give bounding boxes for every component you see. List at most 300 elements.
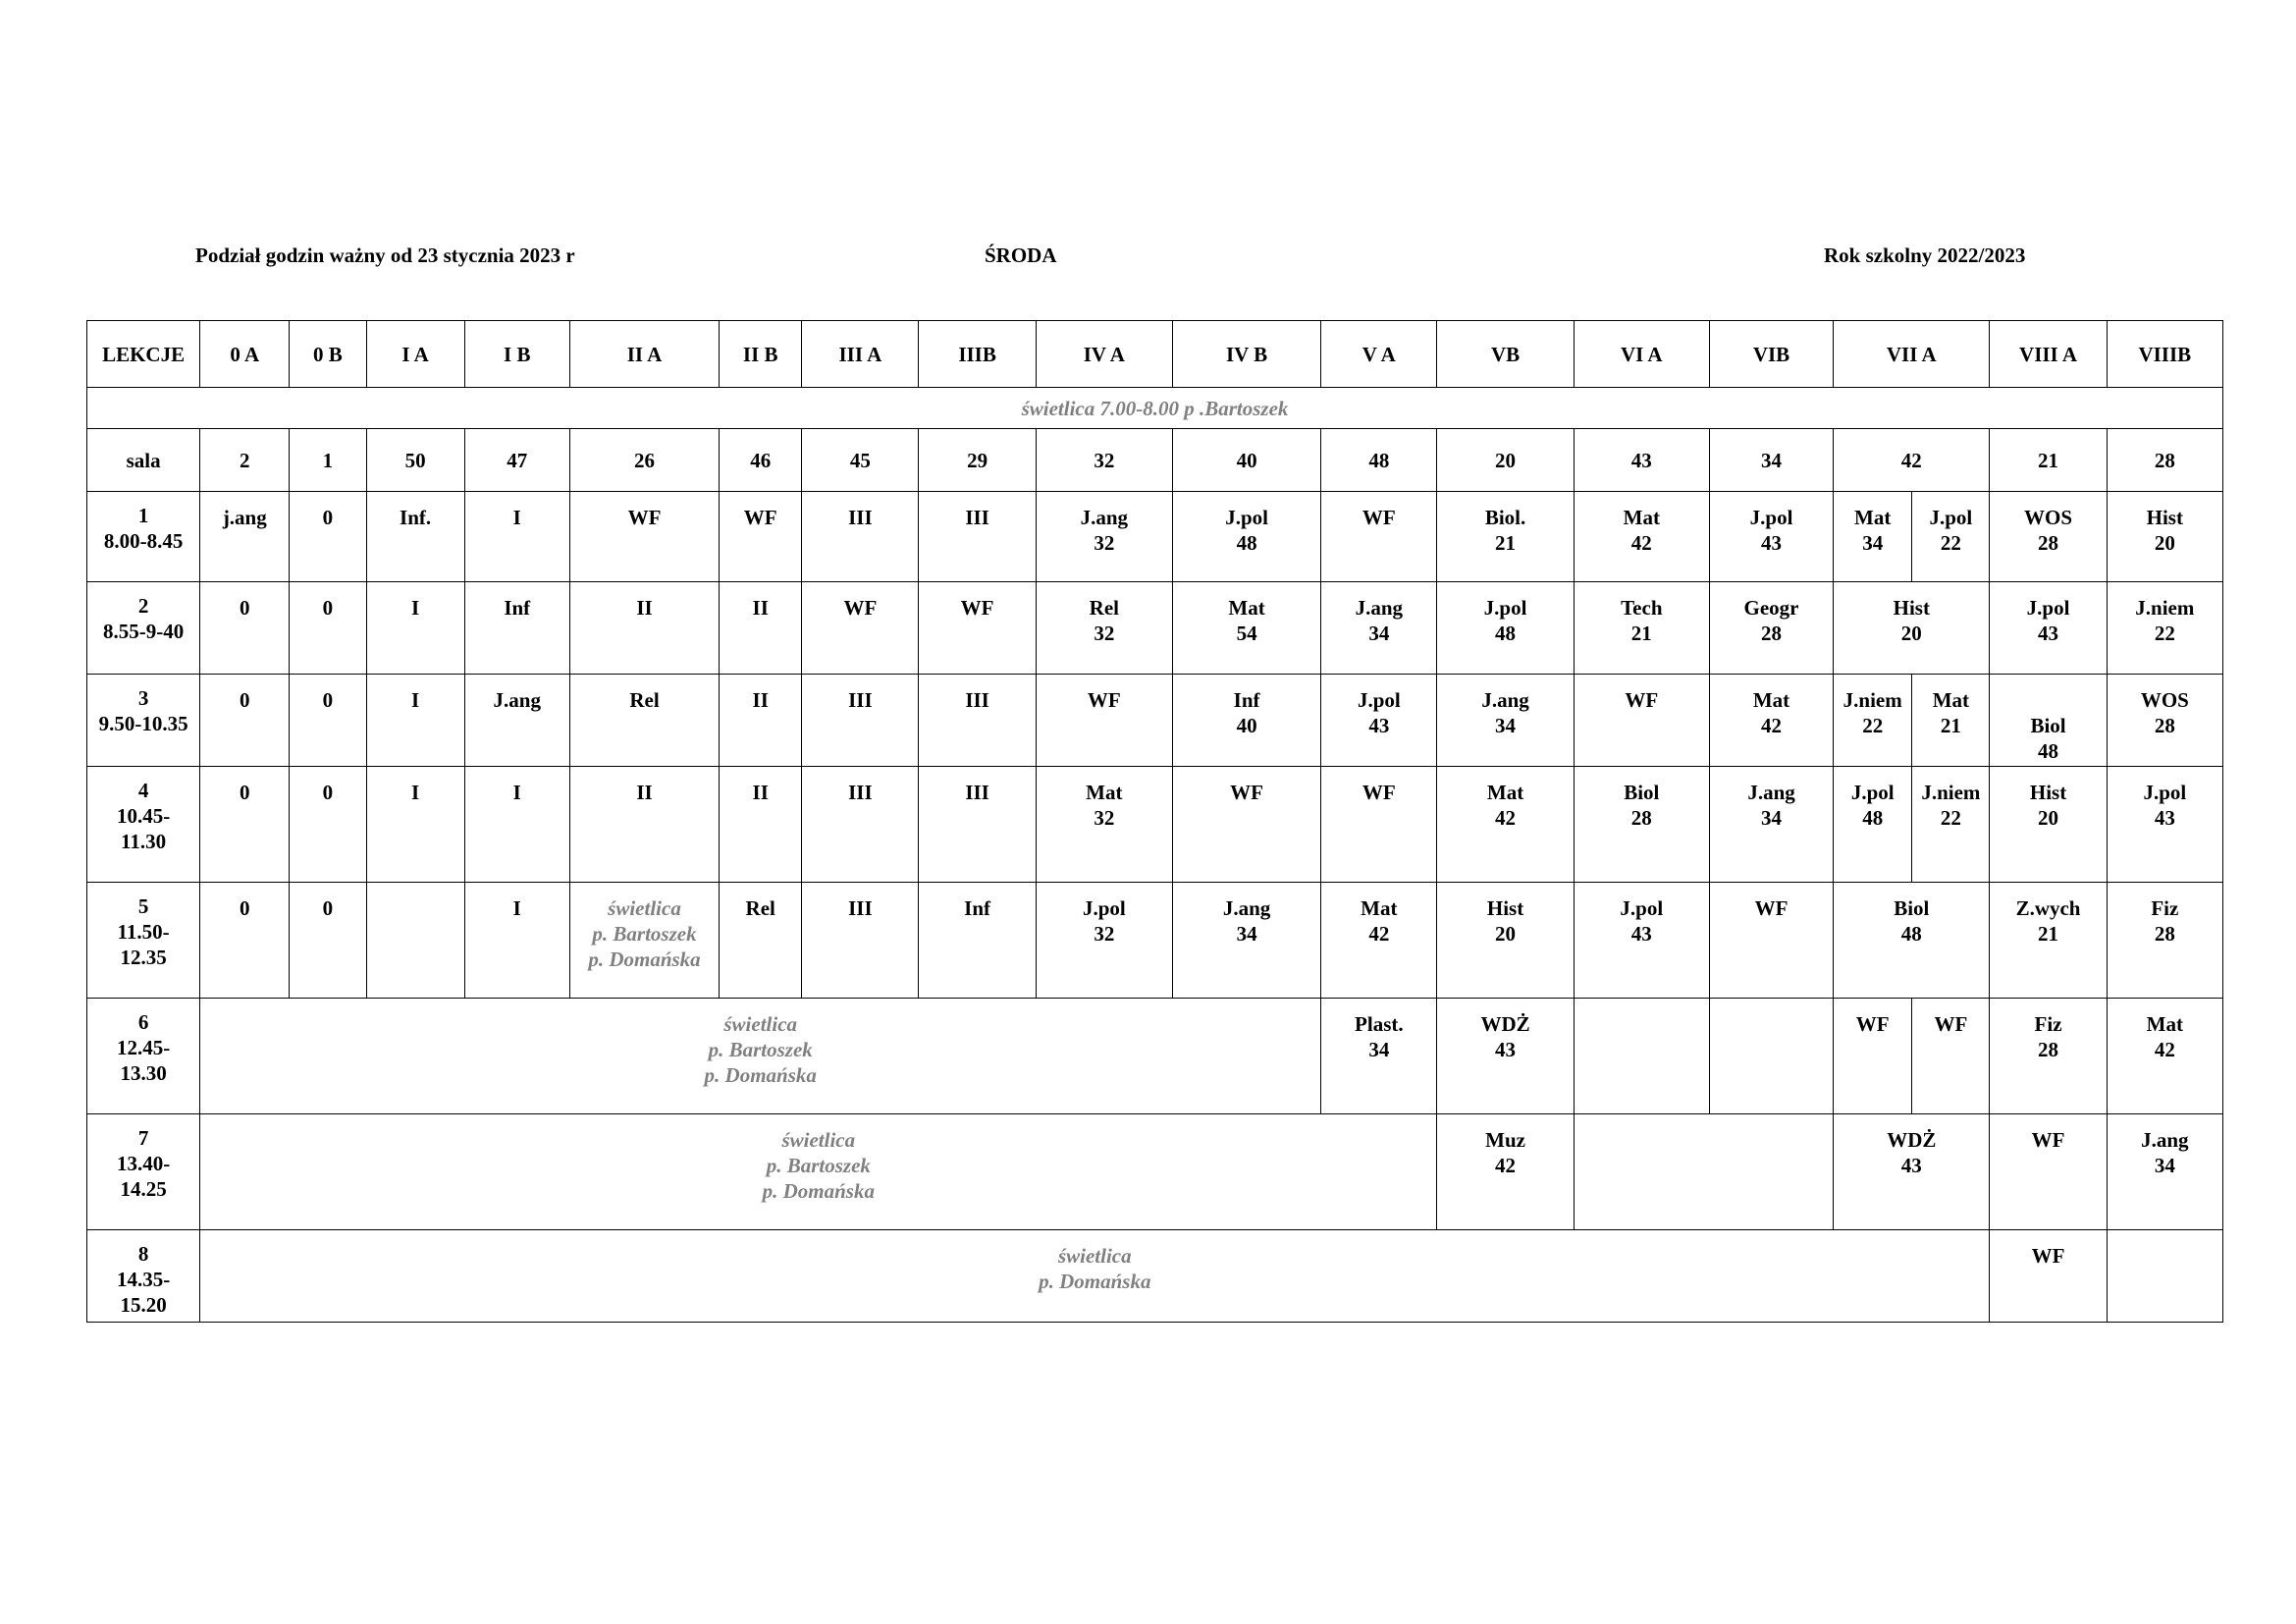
cell-text-line: 50 bbox=[404, 448, 426, 472]
cell-text-line: 32 bbox=[1094, 531, 1115, 555]
cell-text-line: 43 bbox=[2038, 622, 2059, 645]
lesson-cell bbox=[200, 883, 290, 999]
lesson-cell bbox=[1574, 675, 1709, 767]
cell-text-line: 32 bbox=[1094, 806, 1115, 830]
lesson-cell bbox=[1990, 675, 2107, 767]
cell-text-line: II bbox=[752, 596, 769, 620]
cell-text-line: J.ang bbox=[1747, 781, 1795, 804]
column-header-class bbox=[1834, 321, 1990, 388]
cell-text-line: 0 bbox=[240, 781, 250, 804]
lesson-cell bbox=[1990, 999, 2107, 1114]
cell-text-line: p. Domańska bbox=[704, 1063, 817, 1087]
lesson-cell bbox=[290, 582, 366, 675]
cell-text-line: 34 bbox=[1761, 448, 1783, 472]
lesson-cell bbox=[464, 883, 569, 999]
cell-text-line bbox=[369, 895, 462, 921]
column-header-class bbox=[1036, 321, 1172, 388]
sala-number bbox=[720, 429, 802, 492]
cell-text-line: WOS bbox=[2140, 688, 2189, 712]
cell-text-line: 5 bbox=[137, 894, 149, 918]
cell-text-line: 34 bbox=[1761, 806, 1783, 830]
lesson-cell bbox=[720, 675, 802, 767]
column-header-class bbox=[200, 321, 290, 388]
cell-text-line: Hist bbox=[1893, 596, 1930, 620]
cell-text-line: 20 bbox=[2154, 531, 2175, 555]
lesson-cell bbox=[802, 492, 919, 582]
lesson-row-6 bbox=[87, 999, 2223, 1114]
lesson-cell bbox=[366, 492, 464, 582]
cell-text-line: J.pol bbox=[1225, 506, 1268, 529]
column-header-class bbox=[1709, 321, 1833, 388]
lesson-cell bbox=[1834, 883, 1990, 999]
lesson-cell bbox=[2107, 675, 2222, 767]
cell-text-line: J.ang bbox=[1481, 688, 1529, 712]
lesson-cell bbox=[1036, 582, 1172, 675]
lesson-row-8 bbox=[87, 1230, 2223, 1323]
cell-text-line: J.niem bbox=[2135, 596, 2195, 620]
cell-text-line: p. Domańska bbox=[762, 1179, 875, 1203]
lesson-cell bbox=[366, 675, 464, 767]
cell-text-line: 13.30 bbox=[120, 1061, 167, 1085]
cell-text-line bbox=[1576, 1011, 1707, 1037]
cell-text-line: WF bbox=[1087, 688, 1121, 712]
sala-number bbox=[1437, 429, 1574, 492]
cell-text-line: WF bbox=[1855, 1012, 1890, 1036]
cell-text-line: 8.00-8.45 bbox=[103, 529, 184, 553]
lesson-cell bbox=[366, 582, 464, 675]
cell-text-line: III bbox=[848, 688, 873, 712]
lesson-cell bbox=[290, 767, 366, 883]
cell-text-line: Rel bbox=[745, 896, 775, 920]
lesson-cell bbox=[1437, 767, 1574, 883]
cell-text-line: Biol bbox=[1894, 896, 1930, 920]
cell-text-line: J.pol bbox=[1357, 688, 1401, 712]
cell-text-line: Muz bbox=[1485, 1128, 1525, 1152]
cell-text-line: 12.35 bbox=[120, 946, 167, 969]
cell-text-line: VIIIB bbox=[2138, 342, 2192, 366]
cell-text-line: III bbox=[848, 781, 873, 804]
cell-text-line: 43 bbox=[1630, 448, 1652, 472]
cell-text-line: 43 bbox=[1761, 531, 1783, 555]
lesson-cell bbox=[919, 767, 1036, 883]
cell-text-line: J.ang bbox=[1355, 596, 1404, 620]
column-header-class bbox=[1321, 321, 1437, 388]
cell-text-line: WF bbox=[2031, 1128, 2065, 1152]
lesson-cell bbox=[1437, 492, 1574, 582]
cell-text-line: Inf bbox=[964, 896, 991, 920]
cell-text-line: 43 bbox=[1630, 922, 1652, 946]
cell-text-line: III A bbox=[838, 342, 882, 366]
sala-number bbox=[1834, 429, 1990, 492]
cell-text-line: p. Bartoszek bbox=[708, 1038, 813, 1061]
cell-text-line: WF bbox=[627, 506, 662, 529]
timetable bbox=[86, 320, 2223, 1323]
lesson-cell bbox=[1574, 492, 1709, 582]
cell-text-line: IV B bbox=[1225, 342, 1268, 366]
cell-text-line: IIIB bbox=[958, 342, 996, 366]
cell-text-line: 21 bbox=[2038, 448, 2059, 472]
lesson-cell bbox=[569, 767, 719, 883]
cell-text-line: J.ang bbox=[493, 688, 541, 712]
column-header-class bbox=[919, 321, 1036, 388]
lesson-cell bbox=[1321, 767, 1437, 883]
lesson-cell bbox=[464, 492, 569, 582]
lesson-cell bbox=[464, 675, 569, 767]
cell-text-line: 28 bbox=[2038, 531, 2059, 555]
cell-text-line: WF bbox=[1230, 781, 1263, 804]
column-header-class bbox=[1574, 321, 1709, 388]
cell-text-line: J.pol bbox=[2143, 781, 2187, 804]
sala-number bbox=[1321, 429, 1437, 492]
cell-text-line: 6 bbox=[137, 1010, 149, 1034]
cell-text-line: 8 bbox=[137, 1242, 149, 1266]
lesson-cell bbox=[1437, 883, 1574, 999]
lesson-cell bbox=[2107, 1230, 2222, 1323]
lesson-cell bbox=[919, 492, 1036, 582]
cell-text-line: II B bbox=[742, 342, 778, 366]
cell-text-line: 2 bbox=[240, 448, 250, 472]
lesson-number-time bbox=[87, 1114, 200, 1230]
cell-text-line: 15.20 bbox=[120, 1293, 167, 1317]
sala-number bbox=[1036, 429, 1172, 492]
lesson-cell bbox=[1912, 492, 1990, 582]
cell-text-line: 43 bbox=[1495, 1038, 1517, 1061]
header-row bbox=[87, 321, 2223, 388]
lesson-cell bbox=[1990, 1230, 2107, 1323]
lesson-number-time bbox=[87, 767, 200, 883]
cell-text-line: J.ang bbox=[1222, 896, 1271, 920]
lesson-row-5 bbox=[87, 883, 2223, 999]
cell-text-line: Fiz bbox=[2151, 896, 2179, 920]
cell-text-line: 20 bbox=[1495, 448, 1517, 472]
lesson-row-2 bbox=[87, 582, 2223, 675]
cell-text-line: 0 bbox=[240, 688, 250, 712]
lesson-cell bbox=[720, 492, 802, 582]
cell-text-line: I bbox=[512, 781, 521, 804]
cell-text-line: 22 bbox=[2154, 622, 2175, 645]
cell-text-line: 34 bbox=[2154, 1154, 2175, 1177]
cell-text-line: I B bbox=[504, 342, 531, 366]
lesson-row-1 bbox=[87, 492, 2223, 582]
cell-text-line: 7 bbox=[137, 1126, 149, 1150]
lesson-cell bbox=[720, 767, 802, 883]
lesson-cell bbox=[802, 883, 919, 999]
cell-text-line: sala bbox=[126, 448, 161, 472]
cell-text-line: VIB bbox=[1752, 342, 1790, 366]
cell-text-line: 42 bbox=[1495, 1154, 1517, 1177]
cell-text-line: 0 bbox=[322, 896, 334, 920]
cell-text-line: I bbox=[410, 596, 420, 620]
lesson-cell bbox=[1709, 883, 1833, 999]
lesson-number-time bbox=[87, 582, 200, 675]
sala-number bbox=[1172, 429, 1320, 492]
column-header-class bbox=[720, 321, 802, 388]
column-header-class bbox=[1437, 321, 1574, 388]
lesson-cell bbox=[1990, 767, 2107, 883]
lesson-cell bbox=[1834, 492, 1912, 582]
lesson-cell bbox=[2107, 1114, 2222, 1230]
lesson-cell bbox=[200, 492, 290, 582]
lesson-cell bbox=[1321, 675, 1437, 767]
lesson-row-7 bbox=[87, 1114, 2223, 1230]
cell-text-line: J.niem bbox=[1842, 688, 1902, 712]
cell-text-line: 21 bbox=[1940, 714, 1961, 737]
lesson-cell bbox=[1709, 999, 1833, 1114]
cell-text-line: świetlica bbox=[781, 1128, 856, 1152]
column-header-lekcje bbox=[87, 321, 200, 388]
cell-text-line: WF bbox=[960, 596, 994, 620]
cell-text-line: J.pol bbox=[1850, 781, 1895, 804]
sala-number bbox=[1574, 429, 1709, 492]
lesson-cell bbox=[1437, 675, 1574, 767]
cell-text-line: p. Bartoszek bbox=[592, 922, 697, 946]
cell-text-line: 48 bbox=[2038, 739, 2059, 763]
cell-text-line bbox=[2109, 1243, 2220, 1269]
cell-text-line: 13.40- bbox=[116, 1152, 171, 1175]
cell-text-line: 0 A bbox=[230, 342, 260, 366]
lesson-number-time bbox=[87, 883, 200, 999]
cell-text-line: 32 bbox=[1094, 922, 1115, 946]
cell-text-line: I bbox=[410, 688, 420, 712]
cell-text-line: 48 bbox=[1368, 448, 1390, 472]
cell-text-line: Mat bbox=[1854, 506, 1892, 529]
lesson-cell bbox=[1172, 883, 1320, 999]
lesson-cell bbox=[1912, 767, 1990, 883]
cell-text-line: Hist bbox=[1486, 896, 1524, 920]
column-header-class bbox=[569, 321, 719, 388]
lesson-cell bbox=[1990, 582, 2107, 675]
cell-text-line: 11.30 bbox=[121, 830, 167, 853]
cell-text-line: J.ang bbox=[2141, 1128, 2189, 1152]
cell-text-line: III bbox=[965, 506, 989, 529]
cell-text-line: 48 bbox=[1236, 531, 1257, 555]
cell-text-line: 0 bbox=[240, 896, 250, 920]
lesson-cell bbox=[1172, 492, 1320, 582]
cell-text-line: WF bbox=[1362, 506, 1396, 529]
cell-text-line: Rel bbox=[629, 688, 660, 712]
cell-text-line: 48 bbox=[1862, 806, 1884, 830]
cell-text-line: WF bbox=[1934, 1012, 1968, 1036]
cell-text-line: 0 bbox=[322, 688, 334, 712]
cell-text-line: Fiz bbox=[2034, 1012, 2062, 1036]
cell-text-line: 0 bbox=[322, 781, 334, 804]
lesson-cell bbox=[1172, 767, 1320, 883]
lesson-cell bbox=[1437, 582, 1574, 675]
cell-text-line: VI A bbox=[1620, 342, 1663, 366]
cell-text-line: 2 bbox=[137, 594, 149, 618]
sala-row bbox=[87, 429, 2223, 492]
cell-text-line: p. Bartoszek bbox=[766, 1154, 871, 1177]
cell-text-line: p. Domańska bbox=[588, 947, 701, 971]
lesson-cell bbox=[720, 883, 802, 999]
column-header-class bbox=[802, 321, 919, 388]
lesson-number-time bbox=[87, 492, 200, 582]
cell-text-line: świetlica bbox=[608, 896, 681, 920]
cell-text-line: 11.50- bbox=[117, 920, 170, 944]
lesson-cell bbox=[1574, 1114, 1833, 1230]
lesson-cell bbox=[366, 767, 464, 883]
lesson-cell bbox=[200, 675, 290, 767]
cell-text-line: p. Domańska bbox=[1039, 1270, 1151, 1293]
cell-text-line: Mat bbox=[1361, 896, 1398, 920]
sala-number bbox=[464, 429, 569, 492]
cell-text-line: J.pol bbox=[1929, 506, 1973, 529]
cell-text-line: WDŻ bbox=[1887, 1128, 1937, 1152]
lesson-cell bbox=[1321, 883, 1437, 999]
lesson-number-time bbox=[87, 675, 200, 767]
cell-text-line: 4 bbox=[137, 779, 149, 802]
cell-text-line: 34 bbox=[1236, 922, 1257, 946]
lesson-cell bbox=[1912, 675, 1990, 767]
cell-text-line: Rel bbox=[1089, 596, 1119, 620]
cell-text-line: WOS bbox=[2024, 506, 2073, 529]
sala-number bbox=[919, 429, 1036, 492]
cell-text-line: Mat bbox=[1486, 781, 1524, 804]
lesson-cell bbox=[464, 582, 569, 675]
cell-text-line: III bbox=[848, 506, 873, 529]
cell-text-line: 32 bbox=[1094, 448, 1115, 472]
cell-text-line: J.pol bbox=[2026, 596, 2070, 620]
column-header-class bbox=[1990, 321, 2107, 388]
cell-text-line: III bbox=[848, 896, 873, 920]
lesson-cell bbox=[919, 675, 1036, 767]
cell-text-line: Geogr bbox=[1743, 596, 1799, 620]
cell-text-line: Inf bbox=[504, 596, 531, 620]
schedule-validity-title: Podział godzin ważny od 23 stycznia 2023 r bbox=[195, 244, 575, 267]
lesson-cell bbox=[919, 883, 1036, 999]
cell-text-line: I A bbox=[401, 342, 429, 366]
lesson-cell bbox=[1574, 582, 1709, 675]
lesson-cell bbox=[802, 767, 919, 883]
cell-text-line: J.pol bbox=[1483, 596, 1527, 620]
lesson-cell bbox=[569, 582, 719, 675]
cell-text-line: 14.25 bbox=[120, 1177, 167, 1201]
cell-text-line: 47 bbox=[507, 448, 528, 472]
cell-text-line: 42 bbox=[1630, 531, 1652, 555]
cell-text-line: 1 bbox=[322, 448, 334, 472]
lesson-cell bbox=[1036, 492, 1172, 582]
cell-text-line: 0 bbox=[322, 506, 334, 529]
cell-text-line: 34 bbox=[1495, 714, 1517, 737]
lesson-cell bbox=[2107, 582, 2222, 675]
cell-text-line: Tech bbox=[1621, 596, 1663, 620]
cell-text-line: Mat bbox=[1752, 688, 1790, 712]
sala-label bbox=[87, 429, 200, 492]
cell-text-line: II bbox=[636, 596, 653, 620]
lesson-cell bbox=[1036, 883, 1172, 999]
column-header-class bbox=[366, 321, 464, 388]
lesson-cell bbox=[2107, 767, 2222, 883]
cell-text-line: Mat bbox=[2146, 1012, 2183, 1036]
cell-text-line: VB bbox=[1490, 342, 1521, 366]
cell-text-line: Mat bbox=[1623, 506, 1660, 529]
cell-text-line: Inf bbox=[1233, 688, 1260, 712]
cell-text-line: 26 bbox=[633, 448, 655, 472]
cell-text-line: 43 bbox=[1900, 1154, 1922, 1177]
cell-text-line: 9.50-10.35 bbox=[98, 712, 188, 735]
weekday-title: ŚRODA bbox=[985, 244, 1057, 267]
cell-text-line: 22 bbox=[1940, 806, 1961, 830]
cell-text-line: IV A bbox=[1083, 342, 1125, 366]
cell-text-line: 20 bbox=[1495, 922, 1517, 946]
cell-text-line: J.ang bbox=[1080, 506, 1129, 529]
cell-text-line: świetlica bbox=[1057, 1244, 1132, 1268]
cell-text-line: 29 bbox=[967, 448, 988, 472]
cell-text-line: WF bbox=[743, 506, 777, 529]
cell-text-line: 43 bbox=[2154, 806, 2175, 830]
lesson-cell bbox=[569, 675, 719, 767]
cell-text-line: 45 bbox=[849, 448, 871, 472]
cell-text-line: 42 bbox=[1900, 448, 1922, 472]
cell-text-line: 28 bbox=[2154, 714, 2175, 737]
cell-text-line: 28 bbox=[1630, 806, 1652, 830]
lesson-cell bbox=[1036, 767, 1172, 883]
lesson-cell bbox=[1912, 999, 1990, 1114]
lesson-cell bbox=[1437, 1114, 1574, 1230]
cell-text-line: 28 bbox=[2154, 922, 2175, 946]
lesson-cell bbox=[2107, 492, 2222, 582]
cell-text-line: Hist bbox=[2029, 781, 2067, 804]
lesson-cell bbox=[200, 767, 290, 883]
cell-text-line: 22 bbox=[1862, 714, 1884, 737]
cell-text-line: 22 bbox=[1940, 531, 1961, 555]
sala-number bbox=[290, 429, 366, 492]
lesson-cell bbox=[1834, 675, 1912, 767]
sala-number bbox=[1709, 429, 1833, 492]
column-header-class bbox=[2107, 321, 2222, 388]
cell-text-line: 14.35- bbox=[116, 1268, 171, 1291]
cell-text-line: 48 bbox=[1495, 622, 1517, 645]
cell-text-line: 54 bbox=[1236, 622, 1257, 645]
lesson-cell bbox=[1834, 999, 1912, 1114]
cell-text-line: 34 bbox=[1368, 1038, 1390, 1061]
lesson-cell bbox=[1709, 492, 1833, 582]
cell-text-line: Mat bbox=[1228, 596, 1265, 620]
cell-text-line: VII A bbox=[1886, 342, 1937, 366]
cell-text-line: 0 B bbox=[313, 342, 343, 366]
lesson-cell bbox=[1834, 1114, 1990, 1230]
cell-text-line bbox=[1576, 1127, 1831, 1153]
cell-text-line: I bbox=[512, 506, 521, 529]
cell-text-line: WF bbox=[2031, 1244, 2065, 1268]
cell-text-line: 12.45- bbox=[116, 1036, 171, 1059]
cell-text-line: II bbox=[752, 688, 769, 712]
cell-text-line: 48 bbox=[1900, 922, 1922, 946]
swietlica-morning-cell bbox=[87, 388, 2223, 429]
school-year-title: Rok szkolny 2022/2023 bbox=[1824, 244, 2026, 267]
lesson-cell bbox=[1574, 767, 1709, 883]
cell-text-line: Biol. bbox=[1484, 506, 1526, 529]
lesson-row-3 bbox=[87, 675, 2223, 767]
cell-text-line: WF bbox=[1625, 688, 1659, 712]
lesson-number-time bbox=[87, 999, 200, 1114]
cell-text-line: 42 bbox=[2154, 1038, 2175, 1061]
lesson-cell bbox=[1834, 767, 1912, 883]
lesson-cell bbox=[200, 582, 290, 675]
lesson-cell bbox=[802, 675, 919, 767]
cell-text-line: 8.55-9-40 bbox=[102, 620, 185, 643]
cell-text-line: 1 bbox=[137, 504, 149, 527]
lesson-cell bbox=[720, 582, 802, 675]
cell-text-line: 40 bbox=[1236, 448, 1257, 472]
cell-text-line: VIII A bbox=[2019, 342, 2077, 366]
lesson-cell bbox=[1437, 999, 1574, 1114]
lesson-cell bbox=[366, 883, 464, 999]
cell-text-line: J.pol bbox=[1082, 896, 1126, 920]
cell-text-line: 28 bbox=[1761, 622, 1783, 645]
cell-text-line: 34 bbox=[1862, 531, 1884, 555]
cell-text-line: Mat bbox=[1932, 688, 1970, 712]
